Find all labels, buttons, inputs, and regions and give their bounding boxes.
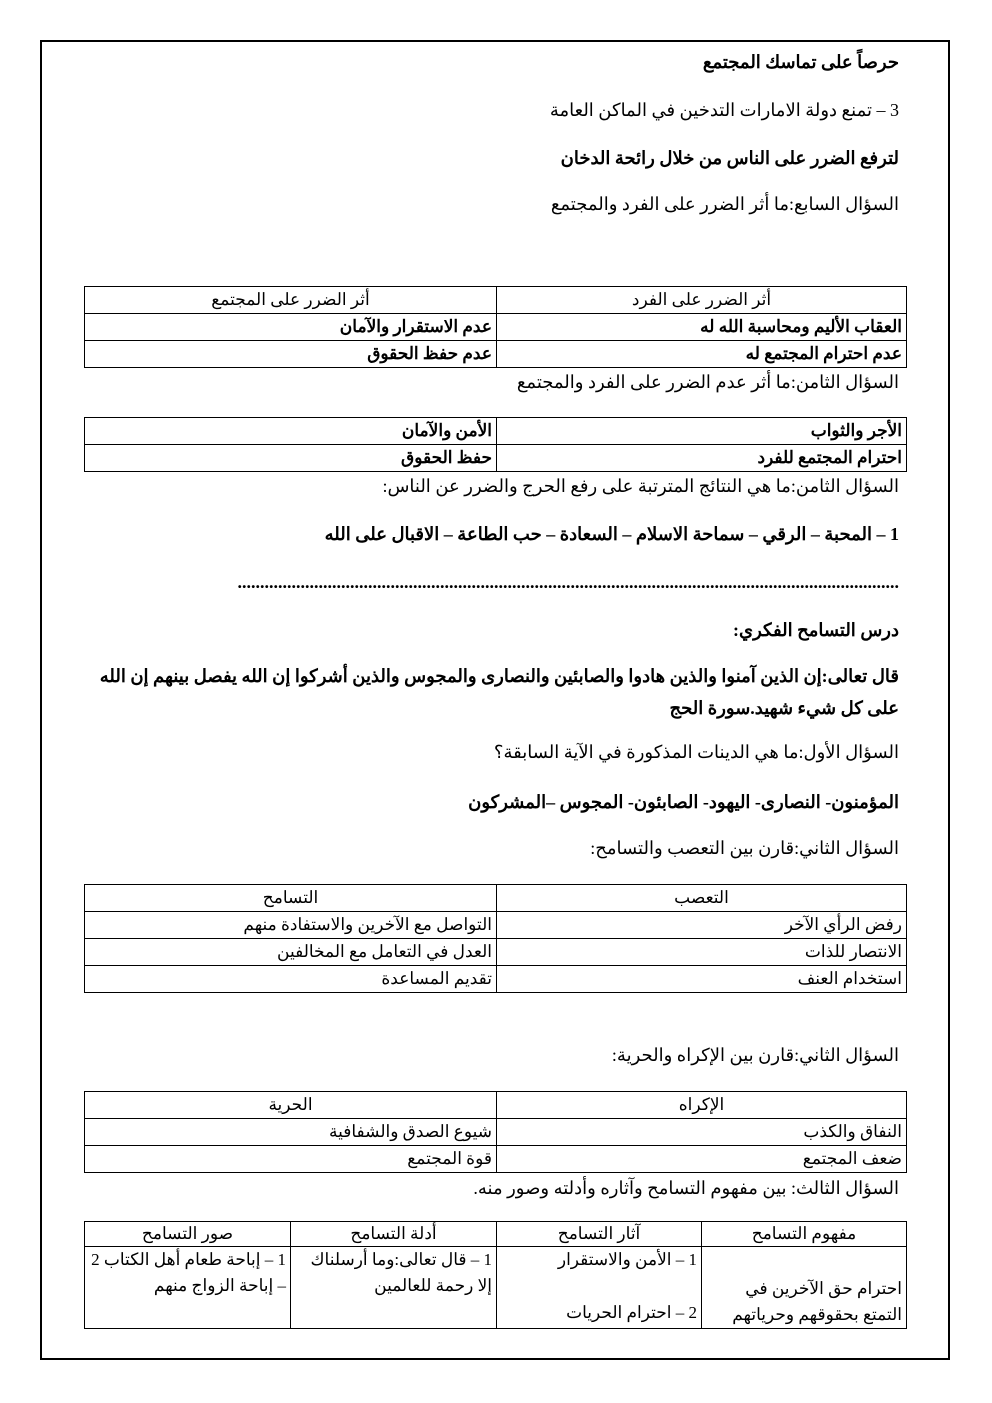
question-three: السؤال الثالث: بين مفهوم التسامح وآثاره وأدلته وصور منه. bbox=[473, 1178, 899, 1198]
tolerance-summary-table bbox=[84, 1221, 907, 1329]
table-cell: قوة المجتمع bbox=[85, 1146, 497, 1173]
table-cell: رفض الرأي الآخر bbox=[497, 912, 907, 939]
text-line-smoking-ban: 3 – تمنع دولة الامارات التدخين في الماكن العامة bbox=[549, 100, 899, 120]
table-cell: عدم حفظ الحقوق bbox=[85, 341, 497, 368]
table-header: أثر الضرر على المجتمع bbox=[85, 287, 497, 314]
table-cell: شيوع الصدق والشفافية bbox=[85, 1119, 497, 1146]
table-cell-forms: 1 – إباحة طعام أهل الكتاب 2 – إباحة الزواج منهم bbox=[85, 1247, 291, 1329]
table-cell: عدم احترام المجتمع له bbox=[497, 341, 907, 368]
fanaticism-tolerance-table bbox=[84, 884, 907, 993]
table-cell: الأمن والآمان bbox=[85, 418, 497, 445]
religions-answer: المؤمنون- النصارى- اليهود- الصابئون- المجوس –المشركون bbox=[468, 792, 899, 812]
verse-text: قال تعالى:إن الذين آمنوا والذين هادوا والصابئين والنصارى والمجوس والذين أشركوا إن الله يفصل بينهم إن الله على كل شيء شهيد.سورة الحج bbox=[99, 666, 899, 718]
table-header-row bbox=[85, 1092, 907, 1119]
table-cell: عدم الاستقرار والآمان bbox=[85, 314, 497, 341]
table-row bbox=[85, 445, 907, 472]
table-row bbox=[85, 314, 907, 341]
table-cell: النفاق والكذب bbox=[497, 1119, 907, 1146]
table-cell: احترام المجتمع للفرد bbox=[497, 445, 907, 472]
table-cell: استخدام العنف bbox=[497, 966, 907, 993]
table-row bbox=[85, 966, 907, 993]
results-line: 1 – المحبة – الرقي – سماحة الاسلام – السعادة – حب الطاعة – الاقبال على الله bbox=[324, 524, 899, 544]
table-row bbox=[85, 939, 907, 966]
table-row bbox=[85, 1247, 907, 1329]
text-line-remove-harm: لترفع الضرر على الناس من خلال رائحة الدخان bbox=[560, 148, 899, 168]
table-header: الحرية bbox=[85, 1092, 497, 1119]
effect-item: 2 – احترام الحريات bbox=[566, 1303, 697, 1322]
table-header: آثار التسامح bbox=[497, 1222, 702, 1247]
question-eight-a: السؤال الثامن:ما أثر عدم الضرر على الفرد والمجتمع bbox=[516, 372, 899, 392]
question-seven: السؤال السابع:ما أثر الضرر على الفرد والمجتمع bbox=[550, 194, 899, 214]
table-cell-evidence: 1 – قال تعالى:وما أرسلناك إلا رحمة للعالمين bbox=[291, 1247, 497, 1329]
table-cell: الانتصار للذات bbox=[497, 939, 907, 966]
table-row bbox=[85, 1119, 907, 1146]
harm-effects-table bbox=[84, 286, 907, 368]
table-row bbox=[85, 912, 907, 939]
table-header: أثر الضرر على الفرد bbox=[497, 287, 907, 314]
question-two-fanaticism: السؤال الثاني:قارن بين التعصب والتسامح: bbox=[590, 838, 899, 858]
table-header-row bbox=[85, 885, 907, 912]
table-header: مفهوم التسامح bbox=[702, 1222, 907, 1247]
table-cell: حفظ الحقوق bbox=[85, 445, 497, 472]
table-row bbox=[85, 341, 907, 368]
text-line-cohesion: حرصاً على تماسك المجتمع bbox=[702, 52, 899, 72]
table-header: التعصب bbox=[497, 885, 907, 912]
question-eight-b: السؤال الثامن:ما هي النتائج المترتبة على رفع الحرج والضرر عن الناس: bbox=[382, 476, 899, 496]
question-one: السؤال الأول:ما هي الدينات المذكورة في الآية السابقة؟ bbox=[493, 742, 899, 762]
dotted-separator: ................................................................................................................................................... bbox=[237, 572, 899, 592]
table-cell: العدل في التعامل مع المخالفين bbox=[85, 939, 497, 966]
table-header: أدلة التسامح bbox=[291, 1222, 497, 1247]
table-header: التسامح bbox=[85, 885, 497, 912]
table-cell: ضعف المجتمع bbox=[497, 1146, 907, 1173]
table-header-row bbox=[85, 287, 907, 314]
table-row bbox=[85, 1146, 907, 1173]
table-cell: العقاب الأليم ومحاسبة الله له bbox=[497, 314, 907, 341]
table-cell-effects bbox=[497, 1247, 702, 1329]
table-cell: الأجر والثواب bbox=[497, 418, 907, 445]
table-row bbox=[85, 418, 907, 445]
coercion-freedom-table bbox=[84, 1091, 907, 1173]
table-header: الإكراه bbox=[497, 1092, 907, 1119]
effect-item: 1 – الأمن والاستقرار bbox=[557, 1250, 697, 1269]
table-cell-concept: احترام حق الآخرين في التمتع بحقوقهم وحرياتهم bbox=[702, 1247, 907, 1329]
table-cell: تقديم المساعدة bbox=[85, 966, 497, 993]
lesson-title: درس التسامح الفكري: bbox=[733, 620, 899, 640]
table-header-row bbox=[85, 1222, 907, 1247]
table-header: صور التسامح bbox=[85, 1222, 291, 1247]
question-two-coercion: السؤال الثاني:قارن بين الإكراه والحرية: bbox=[611, 1045, 899, 1065]
table-cell: التواصل مع الآخرين والاستفادة منهم bbox=[85, 912, 497, 939]
no-harm-effects-table bbox=[84, 417, 907, 472]
